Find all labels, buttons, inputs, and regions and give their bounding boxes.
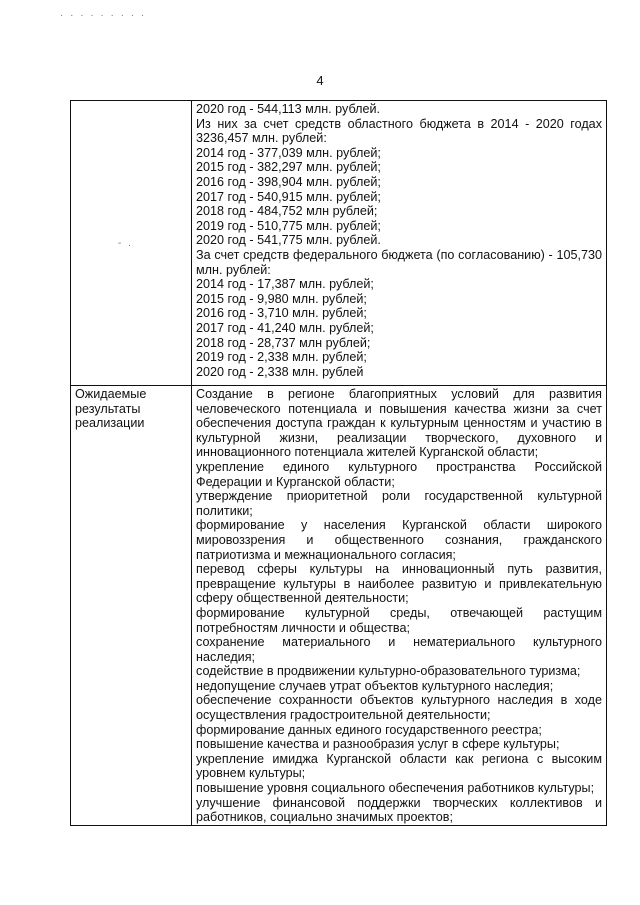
result-item: укрепление имиджа Курганской области как региона с высоким уровнем культуры; — [196, 751, 602, 781]
scan-artifact-top: · · · · · · · · · — [60, 10, 147, 21]
result-item: формирование данных единого государственного реестра; — [196, 722, 542, 737]
result-item: перевод сферы культуры на инновационный путь развития, превращение культуры в наиболее развитую и привлекательную сферу общественной деятельности; — [196, 562, 602, 606]
results-label-cell: Ожидаемые результаты реализации — [71, 386, 192, 826]
funding-line: 2015 год - 382,297 млн. рублей; — [196, 160, 381, 175]
result-item: недопущение случаев утрат объектов культурного наследия; — [196, 678, 554, 693]
result-item: повышение качества и разнообразия услуг в сфере культуры; — [196, 737, 560, 752]
funding-line: 2016 год - 3,710 млн. рублей; — [196, 306, 367, 321]
result-item: повышение уровня социального обеспечения работников культуры; — [196, 781, 595, 796]
funding-line: 2014 год - 17,387 млн. рублей; — [196, 277, 374, 292]
funding-line: 2020 год - 544,113 млн. рублей. — [196, 102, 380, 116]
funding-line: 2020 год - 2,338 млн. рублей — [196, 364, 364, 379]
scan-artifact-left: - . — [118, 238, 133, 249]
result-item: укрепление единого культурного пространства Российской Федерации и Курганской области; — [196, 459, 602, 489]
funding-line: Из них за счет средств областного бюджета в 2014 - 2020 годах 3236,457 млн. рублей: — [196, 116, 602, 146]
funding-line: 2016 год - 398,904 млн. рублей; — [196, 174, 381, 189]
table-row-funding — [71, 101, 607, 386]
funding-line: За счет средств федерального бюджета (по согласованию) - 105,730 млн. рублей: — [196, 247, 602, 277]
funding-line: 2019 год - 2,338 млн. рублей; — [196, 350, 367, 365]
funding-line: 2017 год - 41,240 млн. рублей; — [196, 320, 374, 335]
result-item: утверждение приоритетной роли государственной культурной политики; — [196, 489, 602, 518]
result-item: Создание в регионе благоприятных условий для развития человеческого потенциала и повышения качества жизни за счет обеспечения доступа граждан к культурным ценностям и участию в культурной жизни, реализации творческого, духовного и инновационного потенциала жителей Курганской области; — [196, 387, 602, 460]
funding-line: 2020 год - 541,775 млн. рублей. — [196, 233, 381, 248]
funding-line: 2018 год - 484,752 млн рублей; — [196, 204, 378, 219]
funding-line: 2018 год - 28,737 млн рублей; — [196, 335, 371, 350]
result-item: формирование культурной среды, отвечающей растущим потребностям личности и общества; — [196, 605, 602, 635]
result-item: содействие в продвижении культурно-образовательного туризма; — [196, 664, 581, 679]
result-item: формирование у населения Курганской области широкого мировоззрения и общественного сознания, гражданского патриотизма и межнационального согласия; — [196, 518, 602, 562]
results-content-cell — [192, 386, 607, 826]
funding-line: 2014 год - 377,039 млн. рублей; — [196, 145, 381, 160]
funding-line: 2017 год - 540,915 млн. рублей; — [196, 189, 381, 204]
program-table — [70, 100, 607, 826]
result-item: улучшение финансовой поддержки творческих коллективов и работников, социально значимых проектов; — [196, 795, 602, 825]
funding-line: 2015 год - 9,980 млн. рублей; — [196, 291, 367, 306]
table-row-results — [71, 386, 607, 826]
funding-label-cell — [71, 101, 192, 386]
result-item: сохранение материального и нематериального культурного наследия; — [196, 635, 602, 664]
funding-line: 2019 год - 510,775 млн. рублей; — [196, 218, 381, 233]
result-item: обеспечение сохранности объектов культурного наследия в ходе осуществления градостроительной деятельности; — [196, 693, 602, 723]
funding-content-cell — [192, 101, 607, 386]
page-number: 4 — [316, 73, 324, 88]
